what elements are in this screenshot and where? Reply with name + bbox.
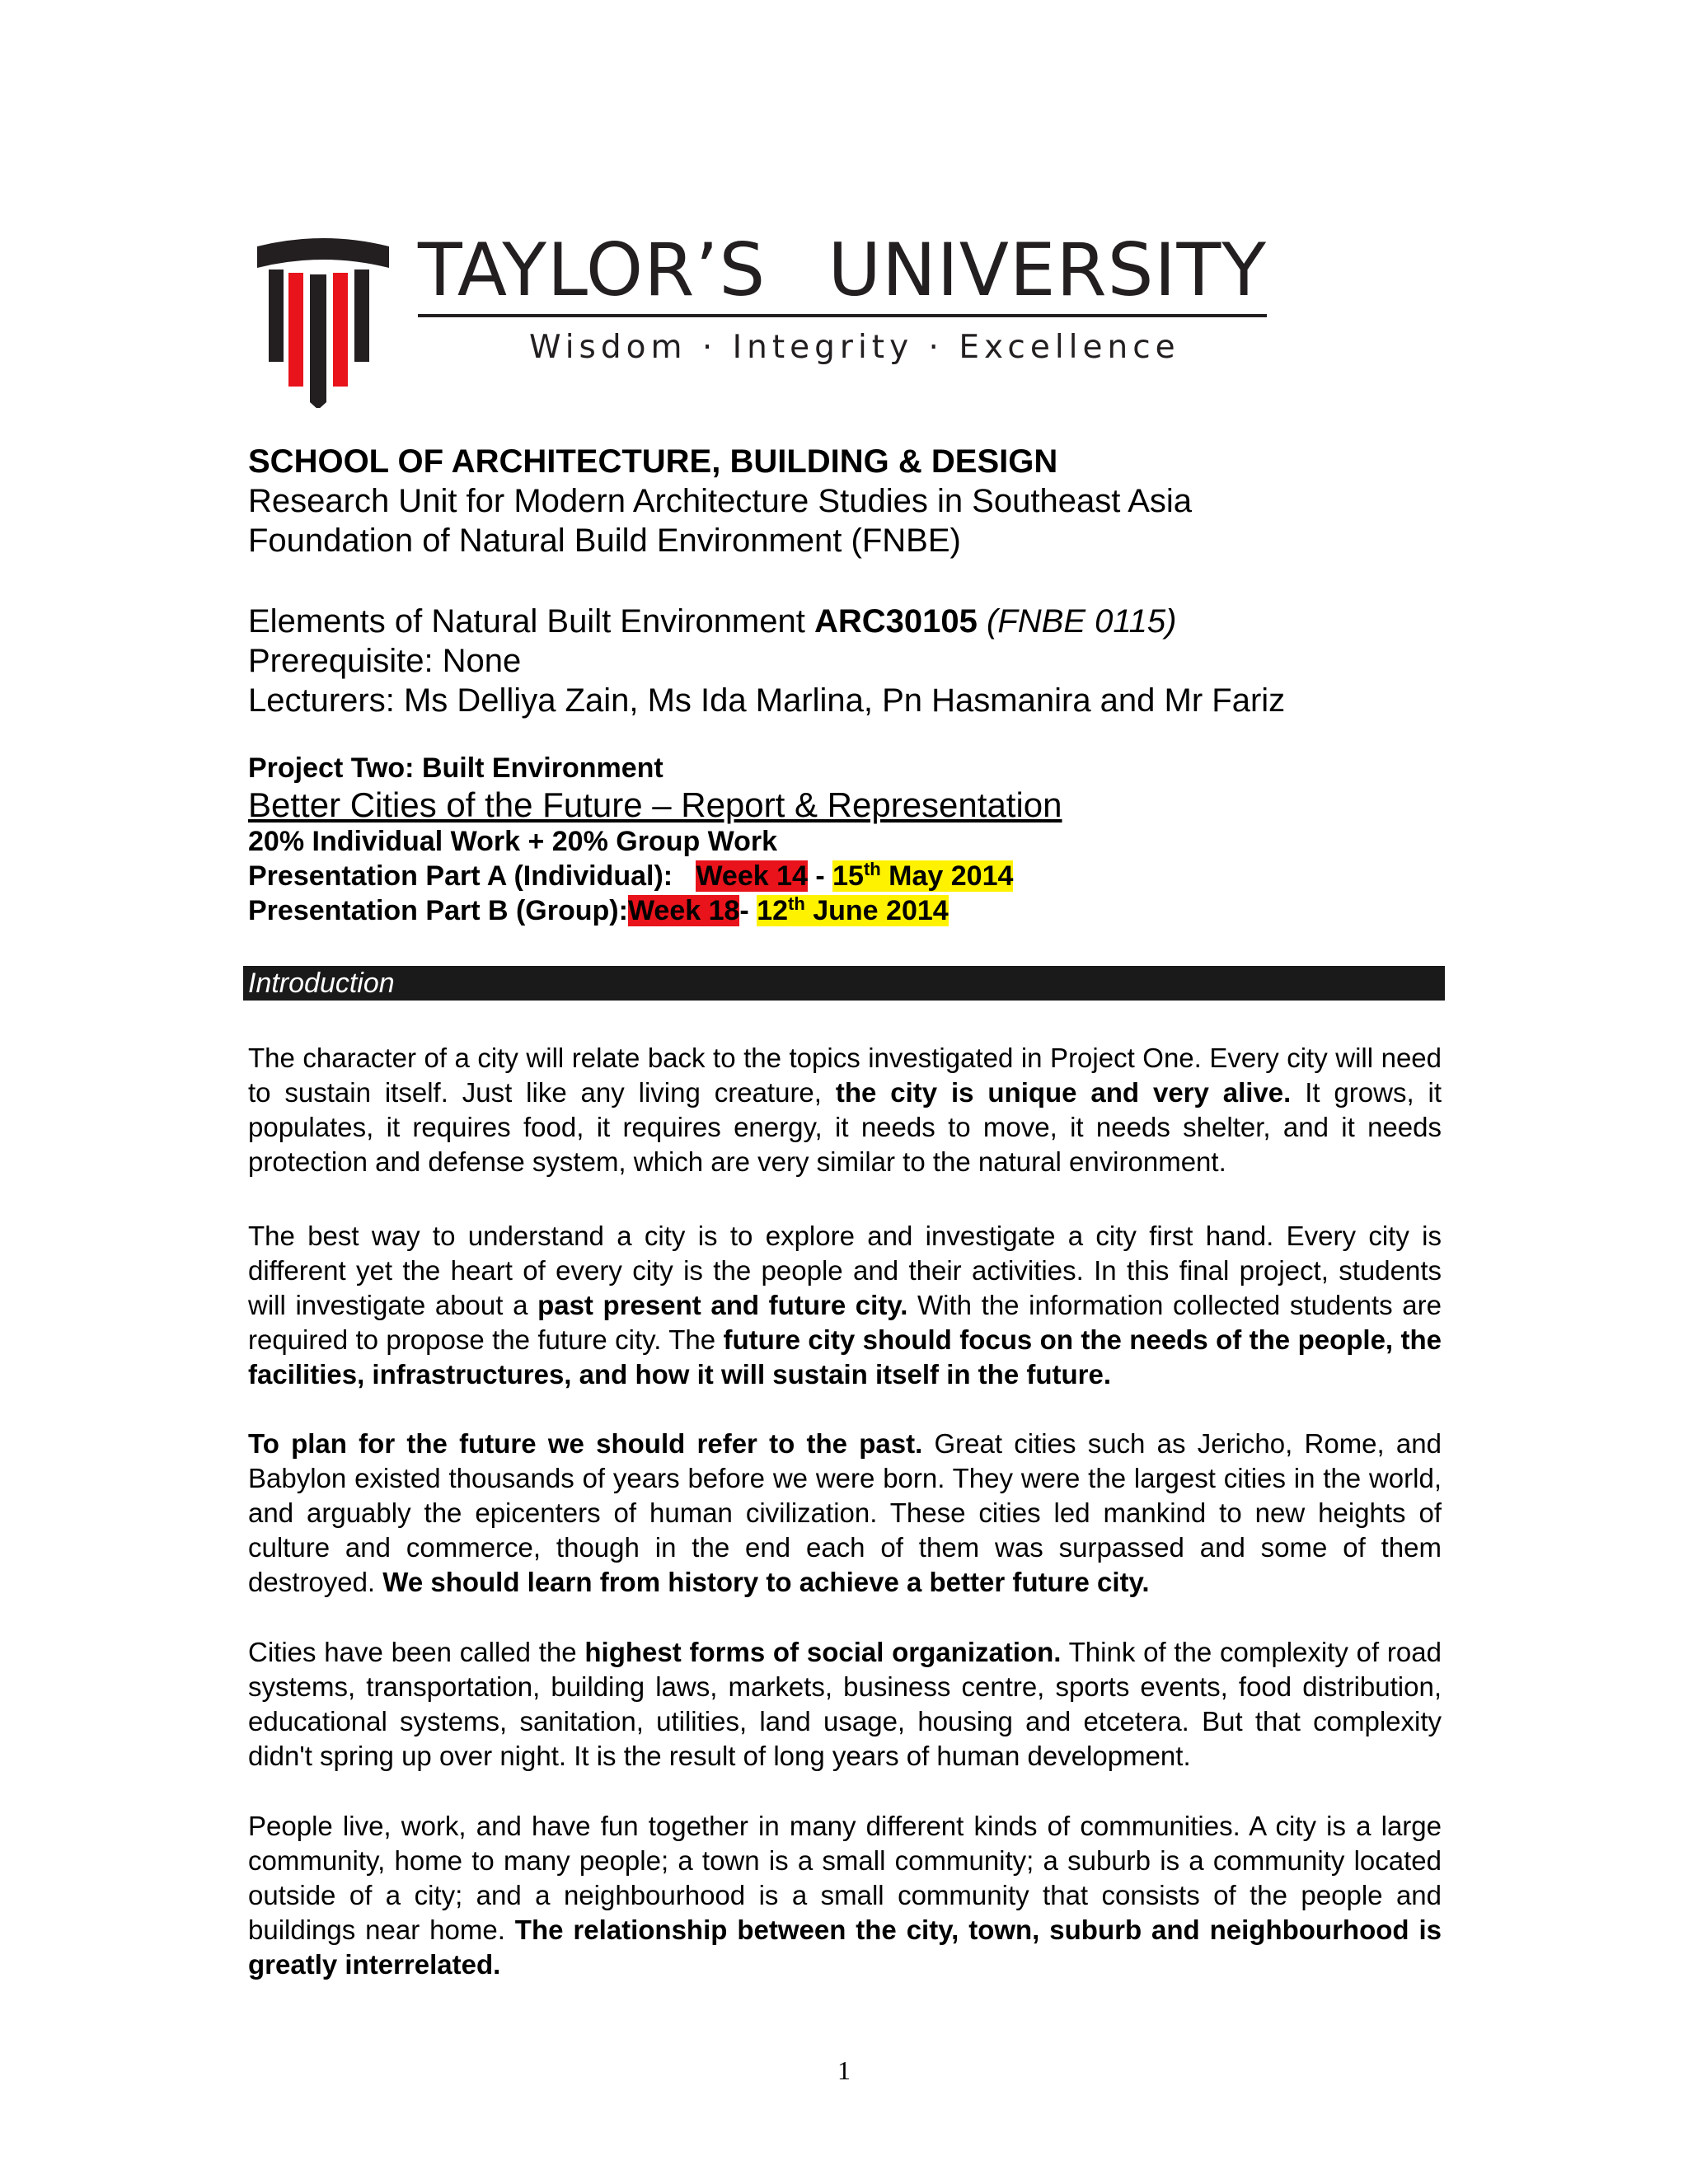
research-unit: Research Unit for Modern Architecture Studies in Southeast Asia — [248, 483, 1193, 519]
presentation-part-b: Presentation Part B (Group):Week 18- 12th June 2014 — [248, 893, 949, 926]
project-weighting: 20% Individual Work + 20% Group Work — [248, 826, 778, 857]
project-info — [248, 750, 1443, 928]
part-b-date: 12th June 2014 — [757, 893, 949, 926]
school-name: SCHOOL OF ARCHITECTURE, BUILDING & DESIGN — [248, 443, 1058, 480]
part-a-label: Presentation Part A (Individual): — [248, 860, 673, 892]
section-heading-introduction: Introduction — [243, 966, 1445, 1001]
project-title: Better Cities of the Future – Report & Representation — [248, 785, 1062, 824]
module-title-line — [248, 602, 1443, 641]
paragraph-4: Cities have been called the highest forms of social organization. Think of the complexity of road systems, transportation, building laws, markets, business centre, sports events, food distribution, educational systems, sanitation, utilities, land usage, housing and etcetera. But that complexity didn't spring up over night. It is the result of long years of human development. — [248, 1637, 1442, 1771]
paragraph-1: The character of a city will relate back to the topics investigated in Project One. Every city will need to sustain itself. Just like any living creature, the city is unique and very alive. It grows, it populates, it requires food, it requires energy, it needs to move, it needs shelter, and it needs protection and defense system, which are very similar to the natural environment. — [248, 1043, 1442, 1177]
school-header — [248, 442, 1443, 560]
university-logo — [257, 227, 1271, 408]
logo-wordmark: TAYLOR’S UNIVERSITY — [418, 227, 1267, 312]
project-label: Project Two: Built Environment — [248, 752, 663, 784]
part-a-week: Week 14 — [696, 860, 808, 892]
paragraph-3: To plan for the future we should refer to the past. Great cities such as Jericho, Rome, and Babylon existed thousands of years before we were born. They were the largest cities in the world, and arguably the epicenters of human civilization. These cities led mankind to new heights of culture and commerce, though in the end each of them was surpassed and some of them destroyed. We should learn from history to achieve a better future city. — [248, 1428, 1442, 1597]
prerequisite: Prerequisite: None — [248, 643, 522, 679]
lecturers: Lecturers: Ms Delliya Zain, Ms Ida Marlina, Pn Hasmanira and Mr Fariz — [248, 682, 1286, 719]
logo-divider — [418, 314, 1267, 317]
logo-tagline: Wisdom · Integrity · Excellence — [529, 329, 1180, 366]
module-title: Elements of Natural Built Environment — [248, 603, 814, 640]
programme-name: Foundation of Natural Build Environment (FNBE) — [248, 523, 961, 559]
page-number: 1 — [837, 2055, 851, 2085]
paragraph-2: The best way to understand a city is to explore and investigate a city first hand. Every city is different yet the heart of every city is the people and their activities. In this final project, students will investigate about a past present and future city. With the information collected students are required to propose the future city. The future city should focus on the needs of the people, the facilities, infrastructures, and how it will sustain itself in the future. — [248, 1221, 1442, 1390]
presentation-part-a: Presentation Part A (Individual): Week 14 - 15th May 2014 — [248, 859, 1014, 892]
module-info — [248, 602, 1443, 720]
part-b-label: Presentation Part B (Group): — [248, 895, 628, 926]
university-crest-icon — [257, 235, 389, 408]
module-code: ARC30105 — [814, 603, 978, 640]
module-alt-code: (FNBE 0115) — [987, 603, 1177, 640]
paragraph-5: People live, work, and have fun together in many different kinds of communities. A city is a large community, home to many people; a town is a small community; a suburb is a community located outside of a city; and a neighbourhood is a small community that consists of the people and buildings near home. The relationship between the city, town, suburb and neighbourhood is greatly interrelated. — [248, 1811, 1442, 1980]
part-a-date: 15th May 2014 — [832, 859, 1014, 892]
part-b-week: Week 18 — [627, 895, 740, 926]
